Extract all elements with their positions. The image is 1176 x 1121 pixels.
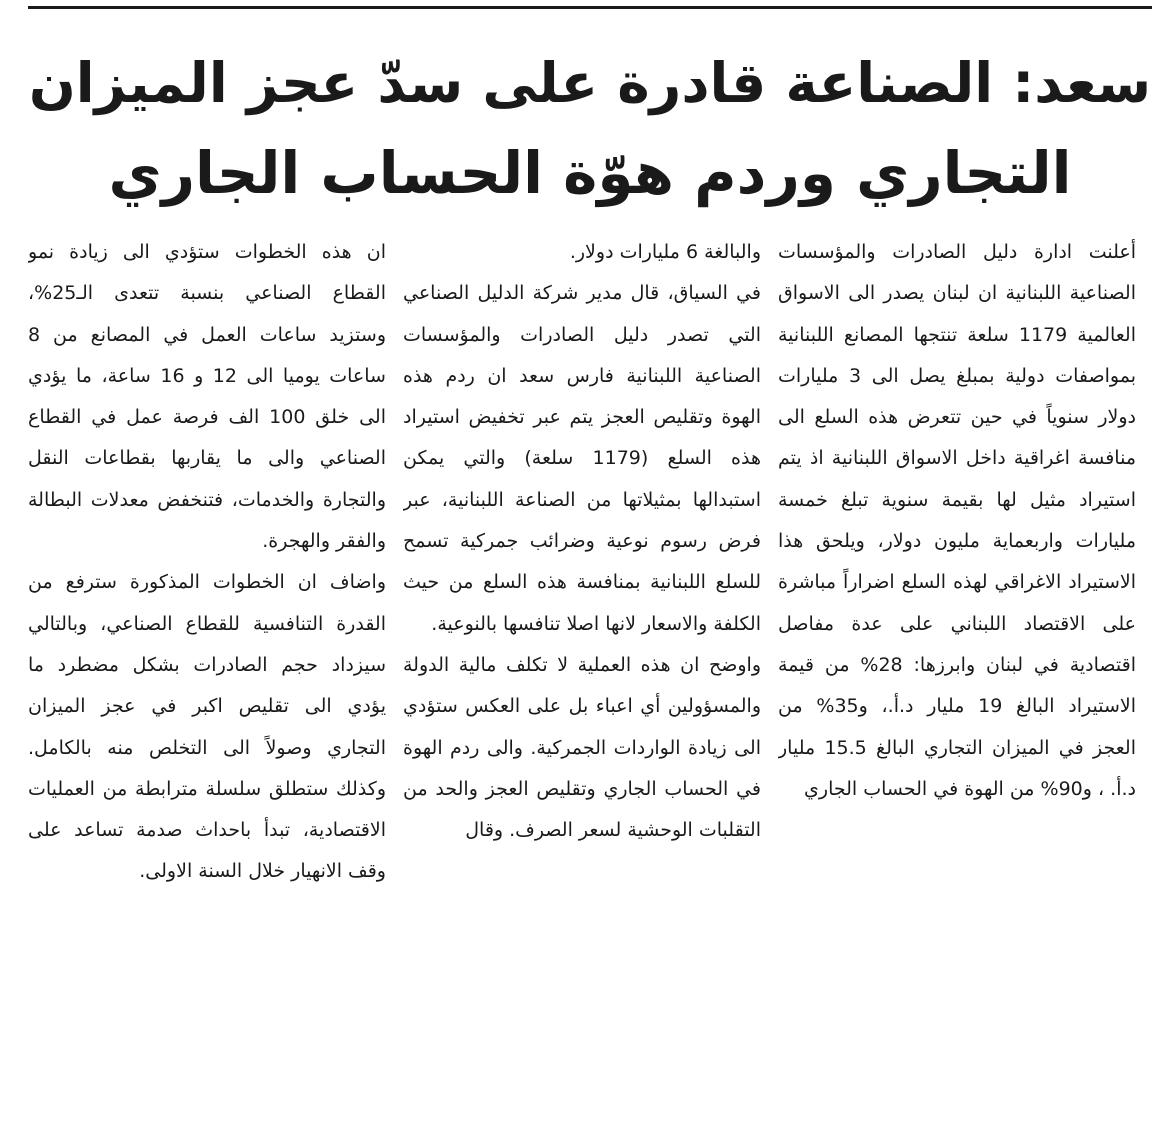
article-column-3 [28,232,386,1082]
headline-line-1: سعد: الصناعة قادرة على سدّ عجز الميزان [28,51,1152,115]
column-3-paragraph-1: ان هذه الخطوات ستؤدي الى زيادة نمو القطاع الصناعي بنسبة تتعدى الـ25%، وستزيد ساعات العمل في المصانع من 8 ساعات يوميا الى 12 و 16 ساعة، ما يؤدي الى خلق 100 الف فرصة عمل في القطاع الصناعي والى ما يقاربها بقطاعات النقل والتجارة والخدمات، فتنخفض معدلات البطالة والفقر والهجرة. [28,241,386,553]
column-1-paragraph-1: أعلنت ادارة دليل الصادرات والمؤسسات الصناعية اللبنانية ان لبنان يصدر الى الاسواق العالمية 1179 سلعة تنتجها المصانع اللبنانية بمواصفات دولية بمبلغ يصل الى 3 مليارات دولار سنوياً في حين تتعرض هذه السلع الى منافسة اغراقية داخل الاسواق اللبنانية اذ يتم استيراد مثيل لها بقيمة سنوية تبلغ خمسة مليارات واربعماية مليون دولار، ويلحق هذا الاستيراد الاغراقي لهذه السلع اضراراً مباشرة على الاقتصاد اللبناني على عدة مفاصل اقتصادية في لبنان وابرزها: 28% من قيمة الاستيراد البالغ 19 مليار د.أ.، و35% من العجز في الميزان التجاري البالغ 15.5 مليار د.أ. ، و90% من الهوة في الحساب الجاري [778,241,1136,800]
article-column-1 [778,232,1136,1082]
top-rule [28,6,1152,9]
column-2-paragraph-3: واوضح ان هذه العملية لا تكلف مالية الدولة والمسؤولين أي اعباء بل على العكس ستؤدي الى زيادة الواردات الجمركية. والى ردم الهوة في الحساب الجاري وتقليص العجز والحد من التقلبات الوحشية لسعر الصرف. وقال [403,653,761,842]
article-headline [28,38,1152,218]
column-3-paragraph-2: واضاف ان الخطوات المذكورة سترفع من القدرة التنافسية للقطاع الصناعي، وبالتالي سيزداد حجم الصادرات بشكل مضطرد ما يؤدي الى تقليص اكبر في عجز الميزان التجاري وصولاً الى التخلص منه بالكامل. وكذلك ستطلق سلسلة مترابطة من العمليات الاقتصادية، تبدأ باحداث صدمة تساعد على وقف الانهيار خلال السنة الاولى. [28,571,386,883]
article-column-2 [403,232,761,1082]
column-2-paragraph-2: في السياق، قال مدير شركة الدليل الصناعي التي تصدر دليل الصادرات والمؤسسات الصناعية اللبنانية فارس سعد ان ردم هذه الهوة وتقليص العجز يتم عبر تخفيض استيراد هذه السلع (1179 سلعة) والتي يمكن استبدالها بمثيلاتها من الصناعة اللبنانية، عبر فرض رسوم نوعية وضرائب جمركية تسمح للسلع اللبنانية بمنافسة هذه السلع من حيث الكلفة والاسعار لانها اصلا تنافسها بالنوعية. [403,282,761,635]
headline-line-2: التجاري وردم هوّة الحساب الجاري [108,139,1072,207]
column-2-paragraph-1: والبالغة 6 مليارات دولار. [569,241,761,263]
